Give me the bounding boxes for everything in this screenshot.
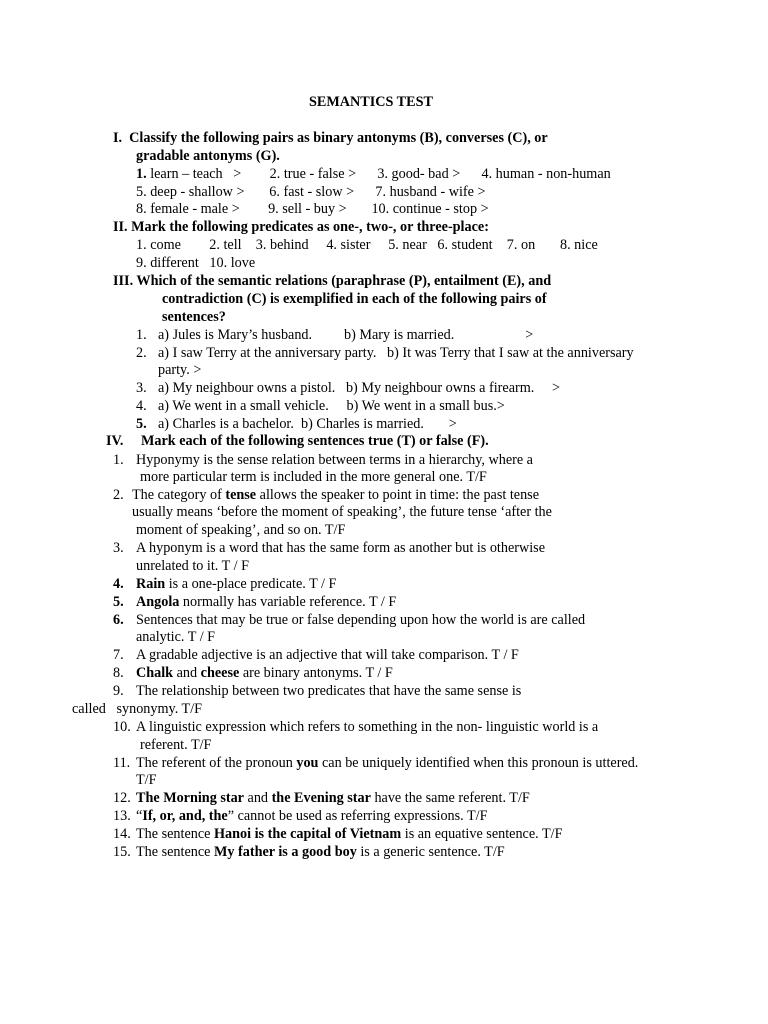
list-item-text-cont: T/F [136,772,157,788]
list-item-text-cont: moment of speaking’, and so on. T/F [136,522,346,538]
bold-term: cheese [200,665,240,681]
list-item-number: 13. [113,808,131,824]
row-number: 1. [136,166,147,182]
list-item-text [132,486,539,504]
section-1-row-2: 5. deep - shallow > 6. fast - slow > 7. husband - wife > [136,184,486,200]
section-3-item-text: a) Charles is a bachelor. b) Charles is married. > [158,416,457,432]
section-1-heading: I. Classify the following pairs as binary antonyms (B), converses (C), or [113,130,548,146]
section-3-item-text: a) I saw Terry at the anniversary party. b) It was Terry that I saw at the anniversary [158,345,634,361]
section-3-item-text: a) My neighbour owns a pistol. b) My neighbour owns a firearm. > [158,380,561,396]
text-run: and [173,665,201,681]
text-run: “ [136,808,143,824]
bold-term: The Morning star [136,790,244,806]
section-3-item-num: 2. [136,345,147,361]
text-run: ” cannot be used as referring expressions. T/F [227,808,488,824]
list-item-text: A gradable adjective is an adjective that will take comparison. T / F [136,647,519,663]
section-1-row-1 [136,165,611,183]
bold-term: the Evening star [271,790,371,806]
list-item-text [136,825,562,843]
list-item-text [136,789,530,807]
list-item-number: 8. [113,665,124,681]
list-item-text [136,575,336,593]
text-run: The sentence [136,844,214,860]
list-item-text: A hyponym is a word that has the same form as another but is otherwise [136,540,545,556]
bold-term: If, or, and, the [142,808,228,824]
section-2-row-2: 9. different 10. love [136,255,256,271]
text-run: can be uniquely identified when this pronoun is uttered. [318,755,639,771]
list-item-text-cont: analytic. T / F [136,629,216,645]
list-item-number: 15. [113,844,131,860]
bold-term: you [296,755,319,771]
page-title: SEMANTICS TEST [309,94,433,110]
text-run: The category of [132,487,226,503]
section-3-item-text: a) Jules is Mary’s husband. b) Mary is married. > [158,327,534,343]
section-3-item-num: 1. [136,327,147,343]
text-run: The sentence [136,826,214,842]
list-item-text [136,593,396,611]
section-3-item-text: a) We went in a small vehicle. b) We went in a small bus.> [158,398,505,414]
list-item-text: Sentences that may be true or false depending upon how the world is are called [136,612,586,628]
section-3-item-num: 3. [136,380,147,396]
list-item-text: Hyponymy is the sense relation between terms in a hierarchy, where a [136,452,533,468]
section-1-row-3: 8. female - male > 9. sell - buy > 10. continue - stop > [136,201,489,217]
text-run: are binary antonyms. T / F [239,665,393,681]
list-item-number: 11. [113,755,131,771]
bold-term: Chalk [136,665,174,681]
list-item-text [136,754,638,772]
list-item-text: A linguistic expression which refers to something in the non- linguistic world is a [136,719,599,735]
text-run: The referent of the pronoun [136,755,297,771]
list-item-text [136,807,488,825]
bold-term: Rain [136,576,166,592]
text-run: allows the speaker to point in time: the past tense [256,487,539,503]
section-3-heading: III. Which of the semantic relations (paraphrase (P), entailment (E), and [113,273,552,289]
section-3-item-num: 5. [136,416,147,432]
bold-term: My father is a good boy [214,844,357,860]
section-3-item-num: 4. [136,398,147,414]
text-run: and [243,790,272,806]
list-item-number: 2. [113,487,124,503]
bold-term: tense [225,487,257,503]
list-item-number: 3. [113,540,124,556]
text-run: normally has variable reference. T / F [179,594,397,610]
bold-term: Hanoi is the capital of Vietnam [214,826,402,842]
list-item-number: 10. [113,719,131,735]
list-item-text-cont: referent. T/F [140,737,212,753]
list-item-number: 12. [113,790,131,806]
section-3-item-text-cont: party. > [158,362,202,378]
list-item-number: 4. [113,576,124,592]
section-2-row-1: 1. come 2. tell 3. behind 4. sister 5. near 6. student 7. on 8. nice [136,237,598,253]
list-item-number: 7. [113,647,124,663]
text-run: have the same referent. T/F [370,790,530,806]
list-item-text: The relationship between two predicates that have the same sense is [136,683,522,699]
section-1-heading-cont: gradable antonyms (G). [136,148,280,164]
list-item-number: 9. [113,683,124,699]
text-run: is a one-place predicate. T / F [165,576,337,592]
list-item-number: 5. [113,594,124,610]
text-run: is a generic sentence. T/F [356,844,505,860]
section-3-heading-cont: contradiction (C) is exemplified in each of the following pairs of [162,291,547,307]
list-item-text [136,843,505,861]
row-text: learn – teach > 2. true - false > 3. good- bad > 4. human - non-human [146,166,611,182]
list-item-text-cont: usually means ‘before the moment of speaking’, the future tense ‘after the [132,504,552,520]
section-4-number: IV. [106,433,124,449]
list-item-text-cont: called synonymy. T/F [72,701,203,717]
list-item-number: 14. [113,826,131,842]
section-2-heading: II. Mark the following predicates as one-, two-, or three-place: [113,219,489,235]
text-run: is an equative sentence. T/F [401,826,563,842]
section-4-heading: Mark each of the following sentences true (T) or false (F). [141,433,489,449]
list-item-number: 1. [113,452,124,468]
bold-term: Angola [136,594,180,610]
section-3-heading-cont-2: sentences? [162,309,226,325]
list-item-text [136,664,393,682]
list-item-text-cont: more particular term is included in the more general one. T/F [140,469,487,485]
list-item-number: 6. [113,612,124,628]
list-item-text-cont: unrelated to it. T / F [136,558,249,574]
